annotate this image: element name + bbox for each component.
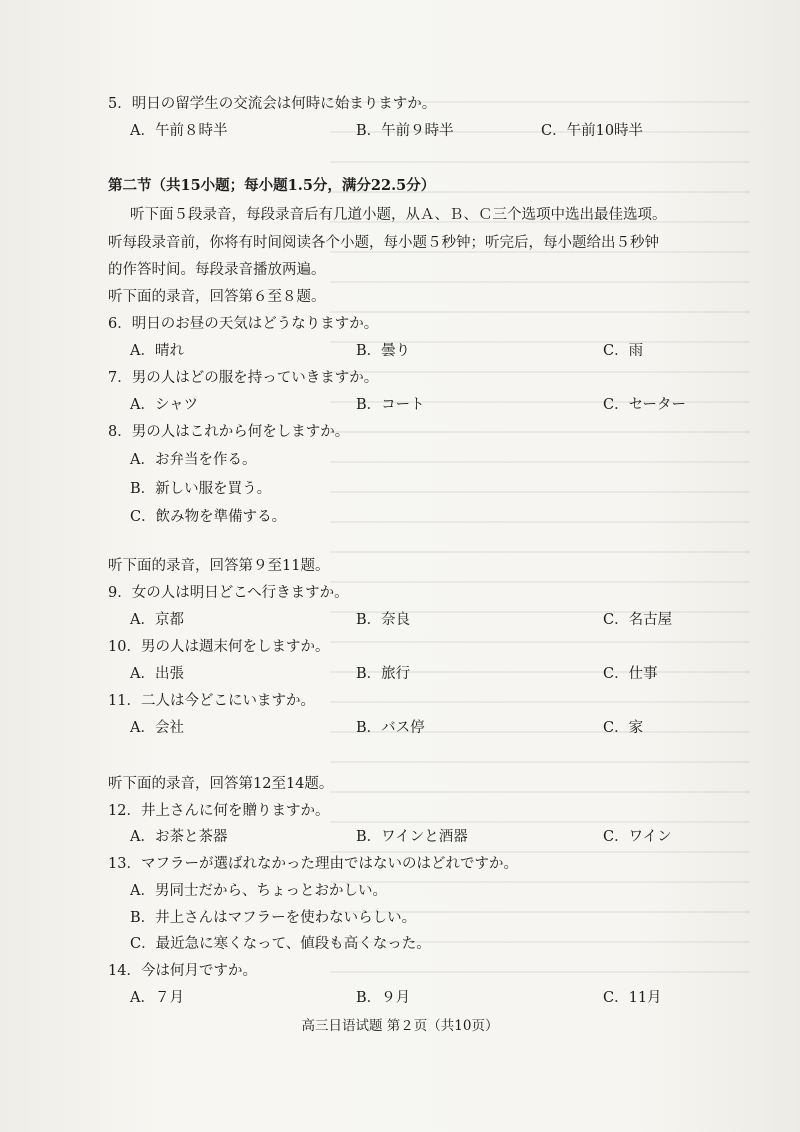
q13-option-a: A．男同士だから、ちょっとおかしい。 <box>130 883 387 899</box>
q5-option-b: B．午前９時半 <box>356 123 454 139</box>
question-13: 13．マフラーが選ばれなかった理由ではないのはどれですか。 <box>108 856 518 872</box>
q6-option-c: C．雨 <box>603 343 644 359</box>
q8-option-c: C．飲み物を準備する。 <box>130 509 287 525</box>
q10-option-b: B．旅行 <box>356 666 411 682</box>
instructions-line-1: 听下面５段录音，每段录音后有几道小题，从Ａ、Ｂ、Ｃ三个选项中选出最佳选项。 <box>130 207 667 223</box>
question-11: 11．二人は今どこにいますか。 <box>108 693 315 709</box>
q14-option-a: A．７月 <box>130 990 184 1006</box>
q14-option-b: B．９月 <box>356 990 411 1006</box>
q8-option-a: A．お弁当を作る。 <box>130 452 257 468</box>
q12-option-b: B．ワインと酒器 <box>356 829 468 845</box>
section-heading: 第二节（共15小题；每小题1.5分，满分22.5分） <box>108 177 436 194</box>
question-6: 6．明日のお昼の天気はどうなりますか。 <box>108 316 379 332</box>
q11-option-b: B．バス停 <box>356 720 425 736</box>
q8-option-b: B．新しい服を買う。 <box>130 481 272 497</box>
q6-option-a: A．晴れ <box>130 343 184 359</box>
instructions-line-3: 的作答时间。每段录音播放两遍。 <box>108 262 326 278</box>
q5-option-c: C．午前10時半 <box>541 123 644 139</box>
q9-option-a: A．京都 <box>130 612 184 628</box>
group-intro-6-8: 听下面的录音，回答第６至８题。 <box>108 289 326 305</box>
q10-option-c: C．仕事 <box>603 666 658 682</box>
q10-option-a: A．出張 <box>130 666 184 682</box>
instructions-line-2: 听每段录音前，你将有时间阅读各个小题，每小题５秒钟；听完后，每小题给出５秒钟 <box>108 235 659 251</box>
question-9: 9．女の人は明日どこへ行きますか。 <box>108 585 349 601</box>
q6-option-b: B．曇り <box>356 343 411 359</box>
q11-option-a: A．会社 <box>130 720 184 736</box>
q7-option-a: A．シャツ <box>130 397 199 413</box>
q9-option-b: B．奈良 <box>356 612 411 628</box>
q7-option-c: C．セーター <box>603 397 687 413</box>
q13-option-b: B．井上さんはマフラーを使わないらしい。 <box>130 910 417 926</box>
q14-option-c: C．11月 <box>603 990 662 1006</box>
group-intro-12-14: 听下面的录音，回答第12至14题。 <box>108 776 334 792</box>
question-10: 10．男の人は週末何をしますか。 <box>108 639 330 655</box>
question-12: 12．井上さんに何を贈りますか。 <box>108 803 330 819</box>
question-8: 8．男の人はこれから何をしますか。 <box>108 424 350 440</box>
question-14: 14．今は何月ですか。 <box>108 963 257 979</box>
q9-option-c: C．名古屋 <box>603 612 673 628</box>
q5-option-a: A．午前８時半 <box>130 123 228 139</box>
question-5: 5．明日の留学生の交流会は何時に始まりますか。 <box>108 96 437 112</box>
question-7: 7．男の人はどの服を持っていきますか。 <box>108 370 379 386</box>
q13-option-c: C．最近急に寒くなって、値段も高くなった。 <box>130 936 431 952</box>
group-intro-9-11: 听下面的录音，回答第９至11题。 <box>108 558 330 574</box>
q12-option-a: A．お茶と茶器 <box>130 829 228 845</box>
q7-option-b: B．コート <box>356 397 425 413</box>
q12-option-c: C．ワイン <box>603 829 672 845</box>
page-footer: 高三日语试题 第２页（共10页） <box>301 1018 499 1034</box>
q11-option-c: C．家 <box>603 720 644 736</box>
